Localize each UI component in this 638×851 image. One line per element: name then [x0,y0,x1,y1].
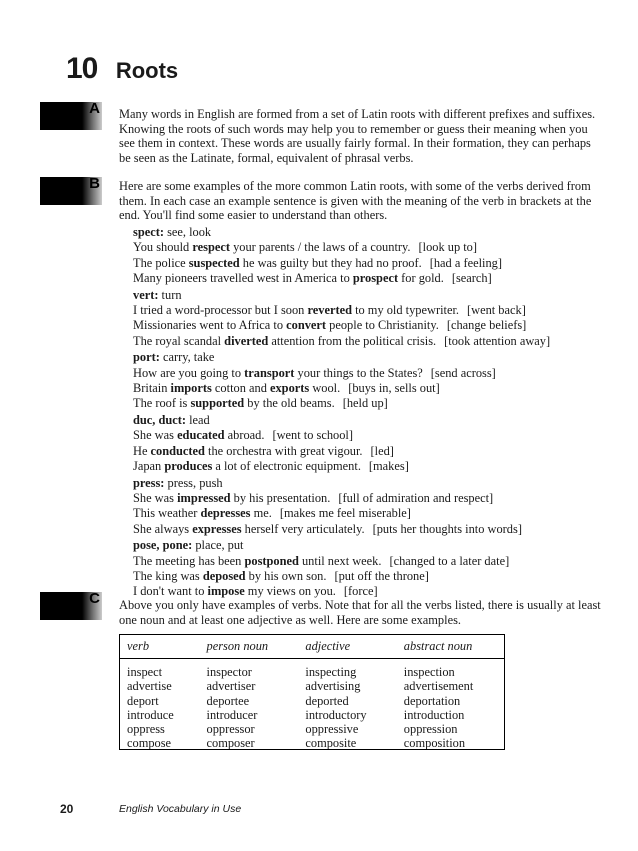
gloss: [led] [370,443,394,458]
section-letter: A [89,100,100,117]
example-sentence [133,303,603,318]
table-cell: introducer [206,707,258,722]
root-meaning: carry, take [159,350,215,365]
key-verb: conducted [150,443,205,458]
table-cell: inspection [403,665,455,679]
sentence-text: attention from the political crisis. [268,333,437,348]
root-group [133,538,603,600]
root-heading [133,350,603,365]
root-heading [133,288,603,303]
table-cell: advertising [305,679,361,694]
key-verb: diverted [224,333,269,348]
root-name: pose, pone: [133,538,193,553]
sentence-text: You should [133,240,193,255]
gloss: [makes me feel miserable] [279,506,411,521]
gloss: [put off the throne] [334,568,429,583]
key-verb: reverted [307,303,352,318]
table-row [119,722,505,736]
example-sentence [133,240,603,255]
table-cell: compose [127,736,172,751]
root-heading [133,538,603,553]
example-sentence [133,444,603,459]
unit-title: Roots [115,58,179,83]
table-cell: composer [206,736,255,751]
table-cell: composition [403,736,466,751]
table-header-row [119,634,505,659]
example-sentence [133,334,603,349]
example-sentence [133,491,603,506]
unit-number: 10 [66,52,98,85]
table-cell: inspector [206,665,252,679]
header-adjective: adjective [297,634,395,659]
gloss: [full of admiration and respect] [338,490,494,505]
gloss: [changed to a later date] [389,553,510,568]
gloss: [buys in, sells out] [348,381,440,396]
root-meaning: lead [186,412,210,427]
table-cell: inspect [127,665,163,679]
sentence-text: my views on you. [244,584,336,599]
table-cell: introductory [305,707,367,722]
root-name: vert: [133,287,159,302]
table-cell: advertise [127,679,172,694]
sentence-text: people to Christianity. [326,318,439,333]
key-verb: educated [177,428,225,443]
section-a-paragraph: Many words in English are formed from a set of Latin roots with different prefixes and suffixes. Knowing the roots of such words may help you to remember or guess their meaning when you see them in context. These words are usually fairly formal. In their formation, they can perhaps be seen as the Latinate, formal, equivalent of phrasal verbs. [119,107,596,165]
section-tab-a [40,102,102,130]
sentence-text: Japan [133,459,165,474]
example-sentence [133,366,603,381]
root-heading [133,225,603,240]
example-sentence [133,554,603,569]
section-letter: B [89,175,100,192]
sentence-text: Many pioneers travelled west in America to [133,271,353,286]
sentence-text: for gold. [398,271,444,286]
sentence-text: Missionaries went to Africa to [133,318,287,333]
table-cell: advertisement [403,679,474,694]
sentence-text: abroad. [224,428,265,443]
sentence-text: She was [133,428,178,443]
sentence-text: She always [133,521,193,536]
sentence-text: your things to the States? [294,365,423,380]
section-c-paragraph: Above you only have examples of verbs. Note that for all the verbs listed, there is usually at least one noun and at least one adjective as well. Here are some examples. [119,598,601,627]
gloss: [held up] [342,396,388,411]
header-verb: verb [119,634,199,659]
root-heading [133,476,603,491]
sentence-text: This weather [133,506,201,521]
key-verb: postponed [244,553,299,568]
root-group [133,288,603,350]
gloss: [puts her thoughts into words] [372,521,522,536]
sentence-text: by his own son. [245,568,327,583]
example-sentence [133,569,603,584]
table-row [119,708,505,722]
key-verb: imports [170,381,212,396]
table-cell: oppress [127,722,165,737]
sentence-text: He [133,443,151,458]
sentence-text: me. [250,506,272,521]
table-cell: oppressive [305,722,359,737]
sentence-text: the orchestra with great vigour. [204,443,363,458]
table-cell: deported [305,693,349,708]
gloss: [send across] [430,365,496,380]
example-sentence [133,318,603,333]
root-group [133,413,603,475]
key-verb: deposed [202,568,246,583]
table-cell: oppressor [206,722,255,737]
key-verb: exports [269,381,310,396]
example-sentence [133,506,603,521]
key-verb: convert [286,318,327,333]
gloss: [took attention away] [444,333,551,348]
example-sentence [133,428,603,443]
key-verb: depresses [200,506,251,521]
sentence-text: he was guilty but they had no proof. [239,255,422,270]
root-group [133,225,603,287]
example-sentence [133,459,603,474]
gloss: [went back] [467,303,526,318]
root-heading [133,413,603,428]
root-meaning: see, look [163,225,212,239]
gloss: [makes] [368,459,409,474]
root-group [133,350,603,412]
root-meaning: turn [158,287,182,302]
sentence-text: The meeting has been [133,553,245,568]
sentence-text: wool. [309,381,341,396]
sentence-text: cotton and [211,381,270,396]
sentence-text: The royal scandal [133,333,225,348]
sentence-text: The king was [133,568,203,583]
root-meaning: press, push [164,475,223,490]
key-verb: respect [192,240,230,255]
sentence-text: The police [133,255,189,270]
word-forms-table [119,634,505,755]
key-verb: prospect [352,271,399,286]
sentence-text: your parents / the laws of a country. [229,240,411,255]
table-cell: advertiser [206,679,256,694]
key-verb: impressed [177,490,231,505]
gloss: [force] [343,584,378,599]
gloss: [went to school] [272,428,354,443]
table-row [119,679,505,693]
key-verb: produces [164,459,213,474]
book-title: English Vocabulary in Use [119,803,242,815]
example-sentence [133,271,603,286]
key-verb: transport [244,365,295,380]
sentence-text: Britain [133,381,171,396]
sentence-text: by his presentation. [230,490,331,505]
section-letter: C [89,590,100,607]
key-verb: supported [190,396,245,411]
example-sentence [133,256,603,271]
example-sentence [133,522,603,537]
sentence-text: How are you going to [133,365,245,380]
example-sentence [133,396,603,411]
key-verb: expresses [192,521,242,536]
gloss: [search] [451,271,492,286]
header-person-noun: person noun [199,634,298,659]
table-cell: introduction [403,707,465,722]
sentence-text: to my old typewriter. [351,303,459,318]
root-group [133,476,603,538]
sentence-text: I don't want to [133,584,208,599]
sentence-text: I tried a word-processor but I soon [133,303,308,318]
table-cell: deport [127,693,159,708]
gloss: [had a feeling] [429,255,502,270]
key-verb: impose [207,584,245,599]
example-sentence [133,381,603,396]
gloss: [change beliefs] [446,318,527,333]
table-row [119,694,505,708]
section-tab-c [40,592,102,620]
sentence-text: until next week. [298,553,382,568]
table-cell: oppression [403,722,458,737]
section-b-paragraph: Here are some examples of the more common Latin roots, with some of the verbs derived from them. In each case an example sentence is given with the meaning of the verb in brackets at the end. You'll find some easier to understand than others. [119,179,592,223]
root-name: duc, duct: [133,412,187,427]
sentence-text: She was [133,490,178,505]
sentence-text: a lot of electronic equipment. [212,459,361,474]
key-verb: suspected [188,255,240,270]
table-cell: inspecting [305,665,357,679]
unit-heading [66,52,178,86]
root-examples-list [133,225,603,601]
gloss: [look up to] [418,240,478,255]
table-cell: introduce [127,707,174,722]
root-name: port: [133,350,160,365]
sentence-text: The roof is [133,396,191,411]
table-cell: deportation [403,693,461,708]
table-cell: composite [305,736,357,751]
root-name: spect: [133,225,164,239]
section-tab-b [40,177,102,205]
sentence-text: by the old beams. [244,396,335,411]
header-abstract-noun: abstract noun [396,634,505,659]
table-row [119,736,505,754]
page-number: 20 [60,802,74,816]
table-cell: deportee [206,693,250,708]
root-name: press: [133,475,165,490]
root-meaning: place, put [192,538,244,553]
table-row [119,659,505,680]
sentence-text: herself very articulately. [241,521,365,536]
